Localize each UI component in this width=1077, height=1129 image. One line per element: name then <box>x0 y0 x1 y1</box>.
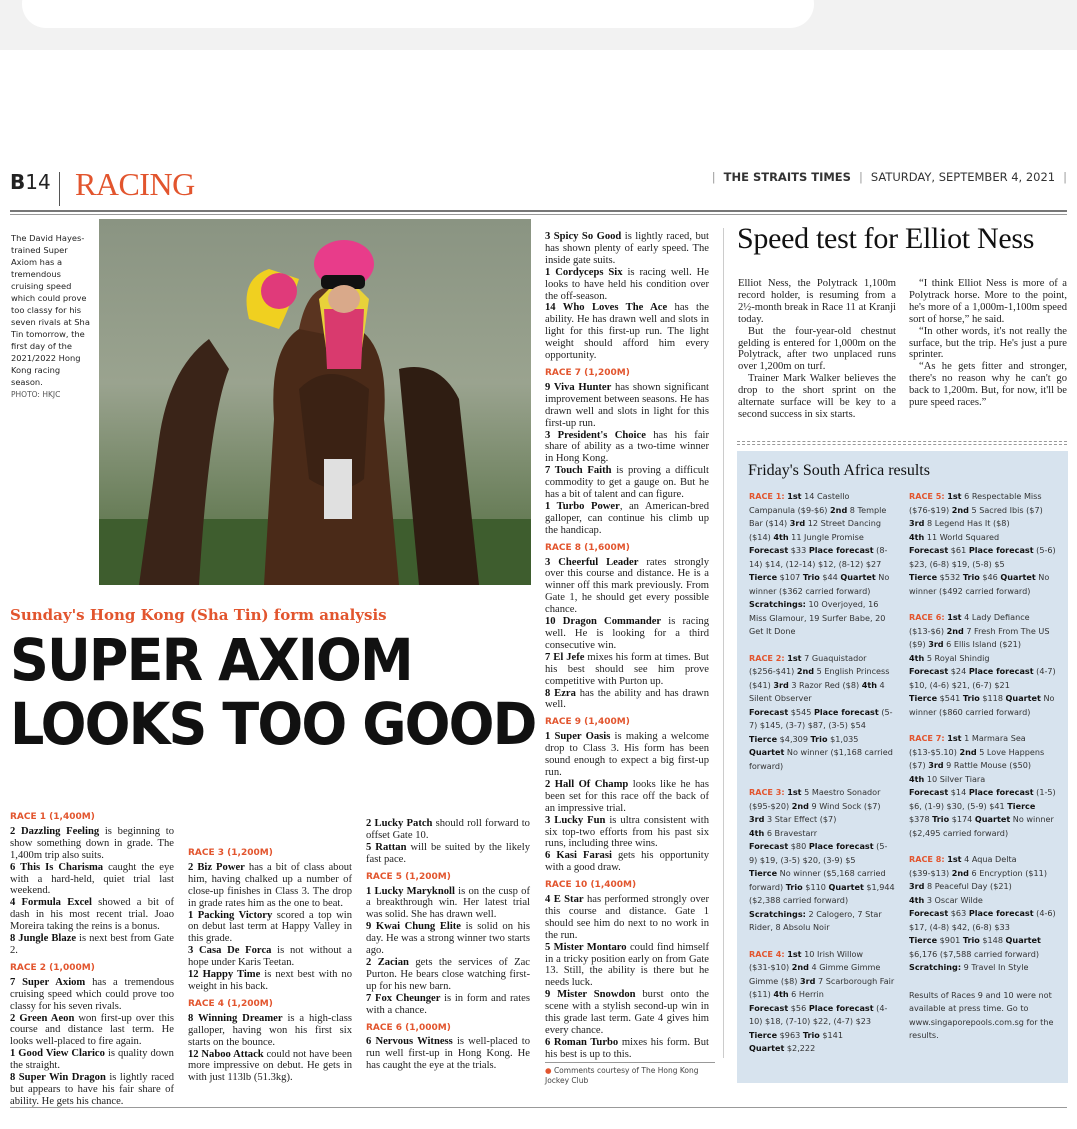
race-tip: 9 Kwai Chung Elite is solid on his day. He was a strong winner two starts ago. <box>366 921 530 957</box>
tips-column-2 <box>188 848 352 1084</box>
race-tip: 1 Lucky Maryknoll is on the cusp of a breakthrough win. Her latest trial was solid. She has drawn well. <box>366 885 530 921</box>
race-tip: 5 Mister Montaro could find himself in a tricky position early on from Gate 13. Still, the ability is there but he needs luck. <box>545 941 710 989</box>
race-tip: 8 Winning Dreamer is a high-class galloper, having won his first six starts on the bounce. <box>188 1012 352 1048</box>
section-title: RACING <box>75 166 195 202</box>
issue-date: SATURDAY, SEPTEMBER 4, 2021 <box>870 170 1056 184</box>
race-label: RACE 9 (1,400M) <box>545 717 630 728</box>
race-label: RACE 2 (1,000M) <box>10 962 95 973</box>
divider-dashed <box>737 444 1067 445</box>
race-tip: 3 Cheerful Leader rates strongly over this course and distance. He is a winner off this mark previously. From Gate 1, he should get every possible chance. <box>545 556 709 616</box>
photo-credit: PHOTO: HKJC <box>11 390 61 399</box>
race-result: RACE 7: 1st 1 Marmara Sea ($13-$5.10) 2nd 5 Love Happens ($7) 3rd 9 Rattle Mouse ($50) 4th 10 Silver Tiara Forecast $14 Place forecast (1-5) $6, (1-9) $30, (5-9) $41 Tierce $378 Trio $174 Quartet No winner ($2,495 carried forward) <box>909 733 1056 838</box>
race-tip: 2 Zacian gets the services of Zac Purton. He bears close watching first-up for his new barn. <box>366 956 530 992</box>
race-tip: 2 Hall Of Champ looks like he has been set for this race off the back of an impressive trial. <box>545 778 709 814</box>
race-result: RACE 3: 1st 5 Maestro Sonador ($95-$20) 2nd 9 Wind Sock ($7) 3rd 3 Star Effect ($7) 4th 6 Bravestarr Forecast $80 Place forecast (5-9) $19, (3-5) $20, (3-9) $5 Tierce No winner ($5,168 carried forward) Trio $110 Quartet $1,944 ($2,388 carried forward) Scratchings: 2 Calogero, 7 Star Rider, 8 Absolu Noir <box>749 787 895 932</box>
race-tip: 1 Turbo Power, an American-bred galloper, can continue his climb up the handicap. <box>545 500 709 536</box>
race-tip: 7 Fox Cheunger is in form and rates with a chance. <box>366 992 530 1016</box>
page-bottom-rule <box>10 1107 1067 1108</box>
comments-credit: ● Comments courtesy of The Hong Kong Jockey Club <box>545 1062 715 1086</box>
race-label: RACE 3 (1,200M) <box>188 848 273 858</box>
race-tip: 4 Formula Excel showed a bit of dash in his most recent trial. Joao Moreira taking the reins is a bonus. <box>10 897 175 933</box>
results-column-2 <box>909 490 1057 1043</box>
race-tip: 3 President's Choice has his fair share of ability as a two-time winner in Hong Kong. <box>545 429 710 465</box>
race-tip: 12 Happy Time is next best with no weight in his back. <box>188 969 352 992</box>
race-tip: 8 Super Win Dragon is lightly raced but appears to have his fair share of ability. He gets his chance. <box>10 1072 175 1107</box>
race-label: RACE 10 (1,400M) <box>545 880 637 891</box>
race-tip: 7 El Jefe mixes his form at times. But his best should see him prove competitive with Purton up. <box>545 651 709 687</box>
sidebar-column-1: Elliot Ness, the Polytrack 1,100m record holder, is resuming from a 2½-month break in Race 11 at Kranji today. But the four-year-old chestnut gelding is entered for 1,000m on the Polytrack, after two unplaced runs over 1,200m on turf. Trainer Mark Walker believes the drop to the short sprint on the alternate surface will be key to a second success in six starts. <box>738 278 896 420</box>
race-tip: 9 Viva Hunter has shown significant improvement between seasons. He has drawn well and slots in light for this first-up run. <box>545 381 709 429</box>
race-tip: 1 Cordyceps Six is racing well. He looks to have held his condition over the off-season. <box>545 266 709 302</box>
race-tip: 2 Biz Power has a bit of class about him, having chalked up a number of close-up finishes in Class 3. The drop in grade rates him as the one to beat. <box>188 861 352 909</box>
race-tip: 3 Lucky Fun is ultra consistent with six top-two efforts from his past six runs, including three wins. <box>545 814 709 850</box>
page-number: B14 <box>10 170 51 194</box>
results-note: Results of Races 9 and 10 were not available at press time. Go to www.singaporepools.com.sg for the results. <box>909 989 1054 1040</box>
race-tip: 4 E Star has performed strongly over this course and distance. Gate 1 should see him do next to no work in the run. <box>545 894 709 941</box>
race-result: RACE 5: 1st 6 Respectable Miss ($76-$19) 2nd 5 Sacred Ibis ($7) 3rd 8 Legend Has It ($8) 4th 11 World Squared Forecast $61 Place forecast (5-6) $23, (6-8) $19, (5-8) $5 Tierce $532 Trio $46 Quartet No winner ($492 carried forward) <box>909 491 1056 596</box>
race-tip: 8 Ezra has the ability and has drawn well. <box>545 687 710 711</box>
race-label: RACE 7 (1,200M) <box>545 367 630 378</box>
photo-caption: The David Hayes-trained Super Axiom has a tremendous cruising speed which could prove too classy for his seven rivals at Sha Tin tomorrow, the first day of the 2021/2022 Hong Kong racing season. PHOTO: HKJC <box>11 233 90 399</box>
divider-dashed <box>737 441 1067 442</box>
column-divider <box>723 228 724 1058</box>
race-tip: 7 Touch Faith is proving a difficult commodity to get a gauge on. But he has a bit of talent and can figure. <box>545 465 709 501</box>
race-label: RACE 8 (1,600M) <box>545 542 630 553</box>
address-bar[interactable] <box>22 0 814 28</box>
racehorse-illustration <box>99 219 531 585</box>
results-column-1 <box>749 490 895 1069</box>
race-label: RACE 6 (1,000M) <box>366 1022 451 1033</box>
tips-column-3 <box>366 818 530 1072</box>
race-tip: 6 Roman Turbo mixes his form. But his best is up to this. <box>545 1036 709 1060</box>
race-tip: 9 Mister Snowdon burst onto the scene with a stylish second-up win in this grade last term. Gate 4 gives him every chance. <box>545 989 709 1036</box>
tips-column-1 <box>10 812 174 1108</box>
race-tip: 14 Who Loves The Ace has the ability. He has drawn well and slots in light for this first-up run. The light weight should afford him every opportunity. <box>545 302 709 362</box>
race-tip: 12 Naboo Attack could not have been more impressive on debut. He gets in with just 113lb (51.3kg). <box>188 1048 352 1084</box>
header-divider <box>59 172 60 206</box>
race-tip: 7 Super Axiom has a tremendous cruising speed which could prove too classy for his seven rivals. <box>10 976 174 1012</box>
race-tip: 1 Packing Victory scored a top win on debut last term at Happy Valley in this grade. <box>188 909 353 945</box>
race-tip: 2 Dazzling Feeling is beginning to show something down in grade. The 1,400m trip also suits. <box>10 825 174 861</box>
race-tip: 6 Kasi Farasi gets his opportunity with a good draw. <box>545 850 710 874</box>
race-label: RACE 4 (1,200M) <box>188 998 273 1009</box>
race-tip: 2 Green Aeon won first-up over this course and distance last term. He looks well-placed to fire again. <box>10 1012 174 1048</box>
race-result: RACE 4: 1st 10 Irish Willow ($31-$10) 2nd 4 Gimme Gimme Gimme ($8) 3rd 7 Scarborough Fair ($11) 4th 6 Herrin Forecast $56 Place forecast (4-10) $18, (7-10) $22, (4-7) $23 Tierce $963 Trio $141 Quartet $2,222 <box>749 948 895 1053</box>
race-tip: 10 Dragon Commander is racing well. He is looking for a third consecutive win. <box>545 616 709 651</box>
article-headline: SUPER AXIOM LOOKS TOO GOOD <box>10 626 536 758</box>
paper-name: THE STRAITS TIMES <box>723 170 851 184</box>
race-tip: 1 Good View Clarico is quality down the straight. <box>10 1048 174 1072</box>
race-tip: 8 Jungle Blaze is next best from Gate 2. <box>10 933 175 956</box>
race-tip: 3 Spicy So Good is lightly raced, but has shown plenty of early speed. The inside gate suits. <box>545 231 709 266</box>
race-tip: 2 Lucky Patch should roll forward to offset Gate 10. <box>366 818 530 841</box>
race-tip: 3 Casa De Forca is not without a hope under Karis Teetan. <box>188 945 352 969</box>
race-result: RACE 2: 1st 7 Guaquistador ($256-$41) 2nd 5 English Princess ($41) 3rd 3 Razor Red ($8) 4th 4 Silent Observer Forecast $545 Place forecast (5-7) $145, (3-7) $87, (3-5) $54 Tierce $4,309 Trio $1,035 Quartet No winner ($1,168 carried forward) <box>749 652 893 771</box>
race-tip: 5 Rattan will be suited by the likely fast pace. <box>366 841 530 865</box>
article-kicker: Sunday's Hong Kong (Sha Tin) form analysis <box>10 606 387 624</box>
race-tip: 6 This Is Charisma caught the eye with a hard-held, quiet trial last weekend. <box>10 861 174 897</box>
race-result: RACE 8: 1st 4 Aqua Delta ($39-$13) 2nd 6 Encryption ($11) 3rd 8 Peaceful Day ($21) 4th 3 Oscar Wilde Forecast $63 Place forecast (4-6) $17, (4-8) $42, (6-8) $33 Tierce $901 Trio $148 Quartet $6,176 ($7,588 carried forward) Scratching: 9 Travel In Style <box>909 854 1056 972</box>
race-label: RACE 1 (1,400M) <box>10 812 95 822</box>
sidebar-column-2: “I think Elliot Ness is more of a Polytrack horse. More to the point, he's more of a 1,000m-1,100m speed sort of horse,” he said. “In other words, it's not really the surface, but the trip. He's just a pure sprinter. “As he gets fitter and stronger, there's no reason why he can't go back to 1,200m. But, for now, it'll be pure speed races.” <box>909 278 1067 409</box>
masthead: | THE STRAITS TIMES | SATURDAY, SEPTEMBER 4, 2021 | <box>711 170 1067 184</box>
race-result: RACE 6: 1st 4 Lady Defiance ($13-$6) 2nd 7 Fresh From The US ($9) 3rd 6 Ellis Island ($21) 4th 5 Royal Shindig Forecast $24 Place forecast (4-7) $10, (4-6) $21, (6-7) $21 Tierce $541 Trio $118 Quartet No winner ($860 carried forward) <box>909 612 1056 717</box>
race-result: RACE 1: 1st 14 Castello Campanula ($9-$6) 2nd 8 Temple Bar ($14) 3rd 12 Street Dancing ($14) 4th 11 Jungle Promise Forecast $33 Place forecast (8-14) $14, (12-14) $12, (8-12) $27 Tierce $107 Trio $44 Quartet No winner ($362 carried forward) Scratchings: 10 Overjoyed, 16 Miss Glamour, 19 Surfer Babe, 20 Get It Done <box>749 491 890 636</box>
race-photo <box>99 219 531 585</box>
race-tip: 6 Nervous Witness is well-placed to run well first-up in Hong Kong. He has caught the eye at the trials. <box>366 1036 530 1072</box>
tips-column-4 <box>545 231 709 1061</box>
race-tip: 1 Super Oasis is making a welcome drop to Class 3. His form has been sound enough to expect a big first-up run. <box>545 731 709 778</box>
results-title: Friday's South Africa results <box>748 462 930 479</box>
sidebar-headline: Speed test for Elliot Ness <box>737 222 1035 255</box>
header-rule <box>10 210 1067 215</box>
race-label: RACE 5 (1,200M) <box>366 871 451 882</box>
